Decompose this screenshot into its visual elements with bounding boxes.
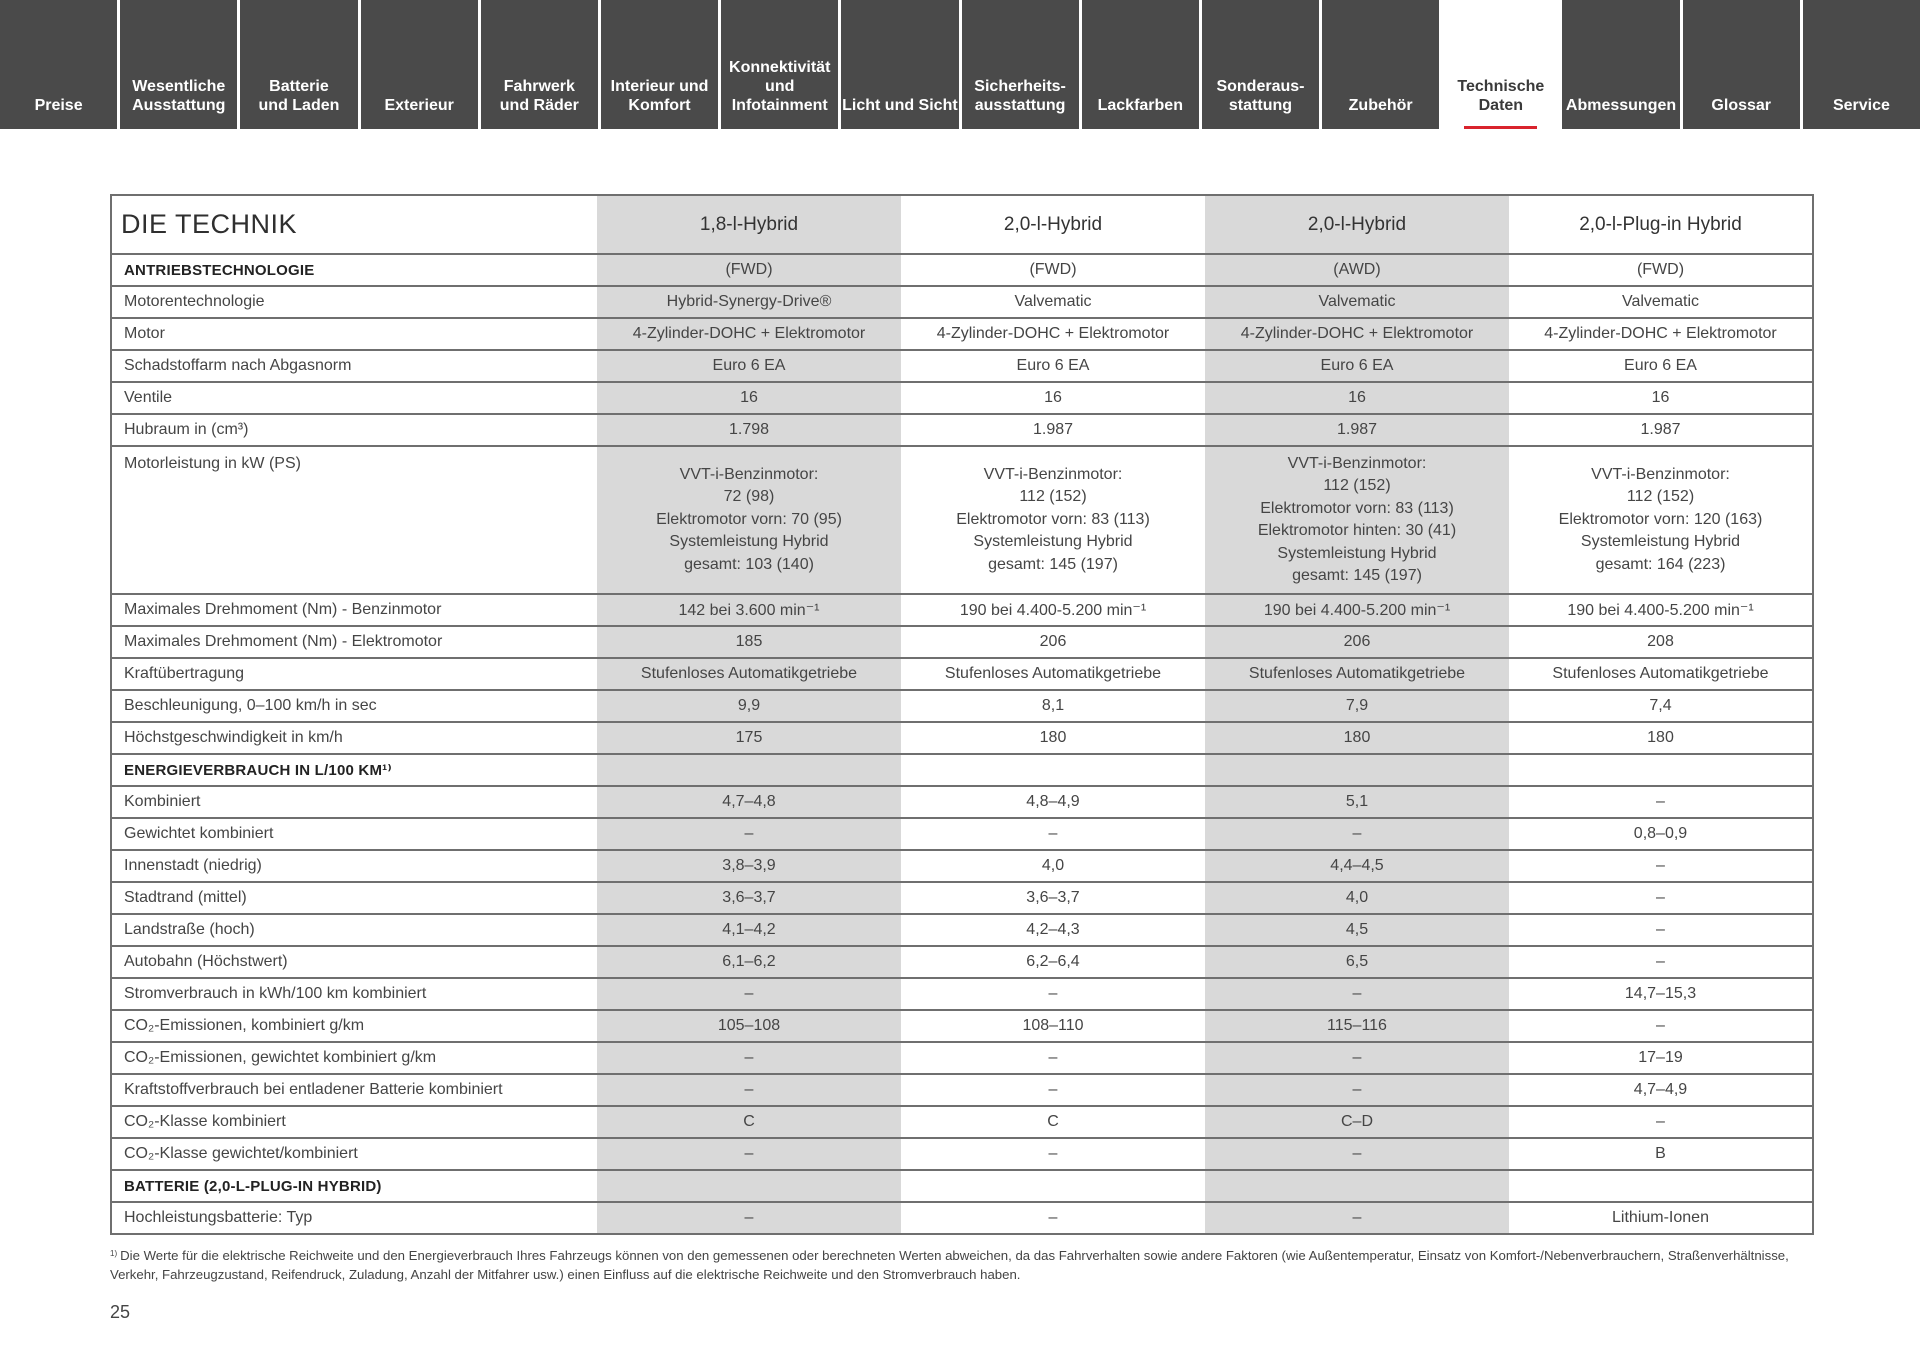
cell-value: 185	[597, 626, 901, 658]
nav-tab-5[interactable]: Fahrwerk und Räder	[481, 0, 598, 129]
cell-value: –	[1509, 1010, 1813, 1042]
cell-value: –	[1509, 850, 1813, 882]
row-label: Maximales Drehmoment (Nm) - Benzinmotor	[111, 594, 597, 626]
nav-tab-1[interactable]: Preise	[0, 0, 117, 129]
cell-value: VVT-i-Benzinmotor: 112 (152) Elektromotor vorn: 83 (113) Systemleistung Hybrid gesamt: 145 (197)	[901, 446, 1205, 594]
table-row	[111, 382, 1813, 414]
table-row	[111, 1138, 1813, 1170]
table-row	[111, 690, 1813, 722]
cell-value: 142 bei 3.600 min⁻¹	[597, 594, 901, 626]
section-label: ANTRIEBSTECHNOLOGIE	[111, 254, 597, 286]
row-label: Maximales Drehmoment (Nm) - Elektromotor	[111, 626, 597, 658]
cell-value: 4,4–4,5	[1205, 850, 1509, 882]
section-row	[111, 1170, 1813, 1202]
row-label: Stromverbrauch in kWh/100 km kombiniert	[111, 978, 597, 1010]
cell-value: 16	[1509, 382, 1813, 414]
cell-value: 9,9	[597, 690, 901, 722]
row-label: Landstraße (hoch)	[111, 914, 597, 946]
table-row	[111, 414, 1813, 446]
row-label: Kraftübertragung	[111, 658, 597, 690]
cell-value: Lithium-Ionen	[1509, 1202, 1813, 1234]
cell-value: Valvematic	[1509, 286, 1813, 318]
cell-value: 14,7–15,3	[1509, 978, 1813, 1010]
cell-value: (FWD)	[597, 254, 901, 286]
cell-value: –	[597, 1202, 901, 1234]
cell-value: 1.987	[901, 414, 1205, 446]
cell-value: –	[901, 1138, 1205, 1170]
cell-value: 3,8–3,9	[597, 850, 901, 882]
cell-value: 108–110	[901, 1010, 1205, 1042]
cell-value: (AWD)	[1205, 254, 1509, 286]
cell-value: –	[1509, 914, 1813, 946]
cell-value: C–D	[1205, 1106, 1509, 1138]
row-label: Hubraum in (cm³)	[111, 414, 597, 446]
cell-value	[1509, 754, 1813, 786]
section-row	[111, 754, 1813, 786]
nav-tab-9[interactable]: Sicherheits- ausstattung	[962, 0, 1079, 129]
section-label: ENERGIEVERBRAUCH IN L/100 KM¹⁾	[111, 754, 597, 786]
nav-tab-3[interactable]: Batterie und Laden	[240, 0, 357, 129]
cell-value: 180	[901, 722, 1205, 754]
cell-value: –	[901, 1074, 1205, 1106]
cell-value: Euro 6 EA	[1509, 350, 1813, 382]
cell-value: 4,8–4,9	[901, 786, 1205, 818]
nav-tab-10[interactable]: Lackfarben	[1082, 0, 1199, 129]
cell-value: –	[901, 1202, 1205, 1234]
cell-value: 6,1–6,2	[597, 946, 901, 978]
row-label: Ventile	[111, 382, 597, 414]
table-header-row	[111, 195, 1813, 254]
tech-specs-table	[110, 194, 1814, 1235]
cell-value: –	[901, 1042, 1205, 1074]
cell-value: 190 bei 4.400-5.200 min⁻¹	[1509, 594, 1813, 626]
table-row	[111, 626, 1813, 658]
cell-value: Valvematic	[1205, 286, 1509, 318]
cell-value: 5,1	[1205, 786, 1509, 818]
column-header-3: 2,0-l-Hybrid	[1205, 195, 1509, 254]
cell-value: –	[1509, 946, 1813, 978]
cell-value: 4-Zylinder-DOHC + Elektromotor	[1205, 318, 1509, 350]
cell-value: 175	[597, 722, 901, 754]
cell-value: –	[901, 818, 1205, 850]
cell-value: Euro 6 EA	[1205, 350, 1509, 382]
footnote-marker: 1)	[110, 1249, 118, 1258]
row-label: Motor	[111, 318, 597, 350]
table-row	[111, 1042, 1813, 1074]
cell-value: –	[597, 818, 901, 850]
cell-value: C	[597, 1106, 901, 1138]
row-label: CO₂-Emissionen, kombiniert g/km	[111, 1010, 597, 1042]
cell-value: 4,5	[1205, 914, 1509, 946]
cell-value: Stufenloses Automatikgetriebe	[597, 658, 901, 690]
cell-value	[597, 1170, 901, 1202]
row-label: Kombiniert	[111, 786, 597, 818]
row-label: Motorleistung in kW (PS)	[111, 446, 597, 594]
row-label: Höchstgeschwindigkeit in km/h	[111, 722, 597, 754]
cell-value: –	[597, 1042, 901, 1074]
cell-value: 1.987	[1509, 414, 1813, 446]
cell-value: 190 bei 4.400-5.200 min⁻¹	[901, 594, 1205, 626]
section-label: BATTERIE (2,0-L-PLUG-IN HYBRID)	[111, 1170, 597, 1202]
nav-tab-7[interactable]: Konnektivität und Infotainment	[721, 0, 838, 129]
cell-value: 1.798	[597, 414, 901, 446]
cell-value	[1205, 1170, 1509, 1202]
cell-value: B	[1509, 1138, 1813, 1170]
column-header-1: 1,8-l-Hybrid	[597, 195, 901, 254]
cell-value	[1509, 1170, 1813, 1202]
table-row	[111, 946, 1813, 978]
cell-value: 4-Zylinder-DOHC + Elektromotor	[597, 318, 901, 350]
cell-value: 190 bei 4.400-5.200 min⁻¹	[1205, 594, 1509, 626]
column-header-2: 2,0-l-Hybrid	[901, 195, 1205, 254]
cell-value: –	[597, 978, 901, 1010]
cell-value: 4-Zylinder-DOHC + Elektromotor	[901, 318, 1205, 350]
row-label: Gewichtet kombiniert	[111, 818, 597, 850]
table-row	[111, 286, 1813, 318]
table-title: DIE TECHNIK	[111, 195, 597, 254]
row-label: Beschleunigung, 0–100 km/h in sec	[111, 690, 597, 722]
cell-value: 4,0	[1205, 882, 1509, 914]
table-row	[111, 978, 1813, 1010]
cell-value: Hybrid-Synergy-Drive®	[597, 286, 901, 318]
cell-value: –	[597, 1138, 901, 1170]
cell-value: Valvematic	[901, 286, 1205, 318]
nav-tab-14[interactable]: Abmessungen	[1562, 0, 1679, 129]
cell-value: –	[1205, 1138, 1509, 1170]
cell-value: –	[901, 978, 1205, 1010]
row-label: Motorentechnologie	[111, 286, 597, 318]
table-row	[111, 658, 1813, 690]
cell-value: VVT-i-Benzinmotor: 112 (152) Elektromotor vorn: 83 (113) Elektromotor hinten: 30 (41) Systemleistung Hybrid gesamt: 145 (197)	[1205, 446, 1509, 594]
row-label: Hochleistungsbatterie: Typ	[111, 1202, 597, 1234]
cell-value: VVT-i-Benzinmotor: 112 (152) Elektromotor vorn: 120 (163) Systemleistung Hybrid gesamt: 164 (223)	[1509, 446, 1813, 594]
cell-value: –	[1509, 786, 1813, 818]
nav-tab-13[interactable]: Technische Daten	[1442, 0, 1559, 129]
cell-value: –	[1205, 1042, 1509, 1074]
cell-value: (FWD)	[901, 254, 1205, 286]
cell-value: 4,2–4,3	[901, 914, 1205, 946]
nav-tab-12[interactable]: Zubehör	[1322, 0, 1439, 129]
cell-value: –	[1205, 1074, 1509, 1106]
column-header-4: 2,0-l-Plug-in Hybrid	[1509, 195, 1813, 254]
cell-value: 7,9	[1205, 690, 1509, 722]
row-label: Innenstadt (niedrig)	[111, 850, 597, 882]
cell-value: 0,8–0,9	[1509, 818, 1813, 850]
cell-value: 4-Zylinder-DOHC + Elektromotor	[1509, 318, 1813, 350]
table-row	[111, 594, 1813, 626]
cell-value: 8,1	[901, 690, 1205, 722]
cell-value: 3,6–3,7	[597, 882, 901, 914]
cell-value: 206	[1205, 626, 1509, 658]
table-row	[111, 882, 1813, 914]
cell-value: 4,0	[901, 850, 1205, 882]
table-row	[111, 818, 1813, 850]
nav-tab-4[interactable]: Exterieur	[361, 0, 478, 129]
table-row	[111, 1202, 1813, 1234]
cell-value: –	[1509, 882, 1813, 914]
cell-value: 180	[1205, 722, 1509, 754]
cell-value: 16	[901, 382, 1205, 414]
cell-value: 105–108	[597, 1010, 901, 1042]
cell-value: –	[1509, 1106, 1813, 1138]
table-row	[111, 1106, 1813, 1138]
cell-value: 206	[901, 626, 1205, 658]
row-label: CO₂-Klasse gewichtet/kombiniert	[111, 1138, 597, 1170]
row-label: CO₂-Emissionen, gewichtet kombiniert g/km	[111, 1042, 597, 1074]
cell-value: 4,1–4,2	[597, 914, 901, 946]
cell-value: 1.987	[1205, 414, 1509, 446]
footnote-text: Die Werte für die elektrische Reichweite und den Energieverbrauch Ihres Fahrzeugs können von den gemessenen oder berechneten Werten abweichen, da das Fahrverhalten sowie andere Faktoren (wie Außentemperatur, Einsatz von Komfort-/Nebenverbrauchern, Straßenverhältnisse, Verkehr, Fahrzeugzustand, Reifendruck, Zuladung, Anzahl der Mitfahrer usw.) einen Einfluss auf die elektrische Reichweite und den Stromverbrauch haben.	[110, 1248, 1789, 1282]
cell-value: 6,5	[1205, 946, 1509, 978]
cell-value: –	[1205, 818, 1509, 850]
nav-tab-6[interactable]: Interieur und Komfort	[601, 0, 718, 129]
cell-value: (FWD)	[1509, 254, 1813, 286]
row-label: Autobahn (Höchstwert)	[111, 946, 597, 978]
cell-value: 17–19	[1509, 1042, 1813, 1074]
cell-value	[597, 754, 901, 786]
cell-value: C	[901, 1106, 1205, 1138]
row-label: Kraftstoffverbrauch bei entladener Batterie kombiniert	[111, 1074, 597, 1106]
cell-value: Stufenloses Automatikgetriebe	[901, 658, 1205, 690]
page-number: 25	[110, 1302, 131, 1322]
cell-value: 208	[1509, 626, 1813, 658]
table-row	[111, 318, 1813, 350]
nav-tab-8[interactable]: Licht und Sicht	[841, 0, 958, 129]
table-row	[111, 786, 1813, 818]
nav-tab-2[interactable]: Wesentliche Ausstattung	[120, 0, 237, 129]
cell-value: Stufenloses Automatikgetriebe	[1205, 658, 1509, 690]
cell-value: –	[1205, 1202, 1509, 1234]
top-navigation	[0, 0, 1920, 129]
cell-value: 6,2–6,4	[901, 946, 1205, 978]
cell-value: –	[597, 1074, 901, 1106]
row-label: Stadtrand (mittel)	[111, 882, 597, 914]
cell-value: Euro 6 EA	[597, 350, 901, 382]
cell-value	[901, 1170, 1205, 1202]
table-row	[111, 1074, 1813, 1106]
table-row	[111, 850, 1813, 882]
cell-value: 115–116	[1205, 1010, 1509, 1042]
cell-value: Stufenloses Automatikgetriebe	[1509, 658, 1813, 690]
table-row	[111, 1010, 1813, 1042]
table-row	[111, 914, 1813, 946]
cell-value: 3,6–3,7	[901, 882, 1205, 914]
row-label: CO₂-Klasse kombiniert	[111, 1106, 597, 1138]
row-label: Schadstoffarm nach Abgasnorm	[111, 350, 597, 382]
cell-value	[1205, 754, 1509, 786]
table-row	[111, 446, 1813, 594]
cell-value: 180	[1509, 722, 1813, 754]
table-row	[111, 350, 1813, 382]
footnote	[110, 1246, 1815, 1284]
cell-value: Euro 6 EA	[901, 350, 1205, 382]
cell-value: 4,7–4,8	[597, 786, 901, 818]
nav-tab-15[interactable]: Glossar	[1683, 0, 1800, 129]
table-row	[111, 722, 1813, 754]
cell-value: 16	[1205, 382, 1509, 414]
cell-value: –	[1205, 978, 1509, 1010]
cell-value	[901, 754, 1205, 786]
cell-value: 7,4	[1509, 690, 1813, 722]
cell-value: 16	[597, 382, 901, 414]
nav-tab-11[interactable]: Sonderaus- stattung	[1202, 0, 1319, 129]
section-row	[111, 254, 1813, 286]
cell-value: 4,7–4,9	[1509, 1074, 1813, 1106]
nav-tab-16[interactable]: Service	[1803, 0, 1920, 129]
cell-value: VVT-i-Benzinmotor: 72 (98) Elektromotor vorn: 70 (95) Systemleistung Hybrid gesamt: 103 (140)	[597, 446, 901, 594]
